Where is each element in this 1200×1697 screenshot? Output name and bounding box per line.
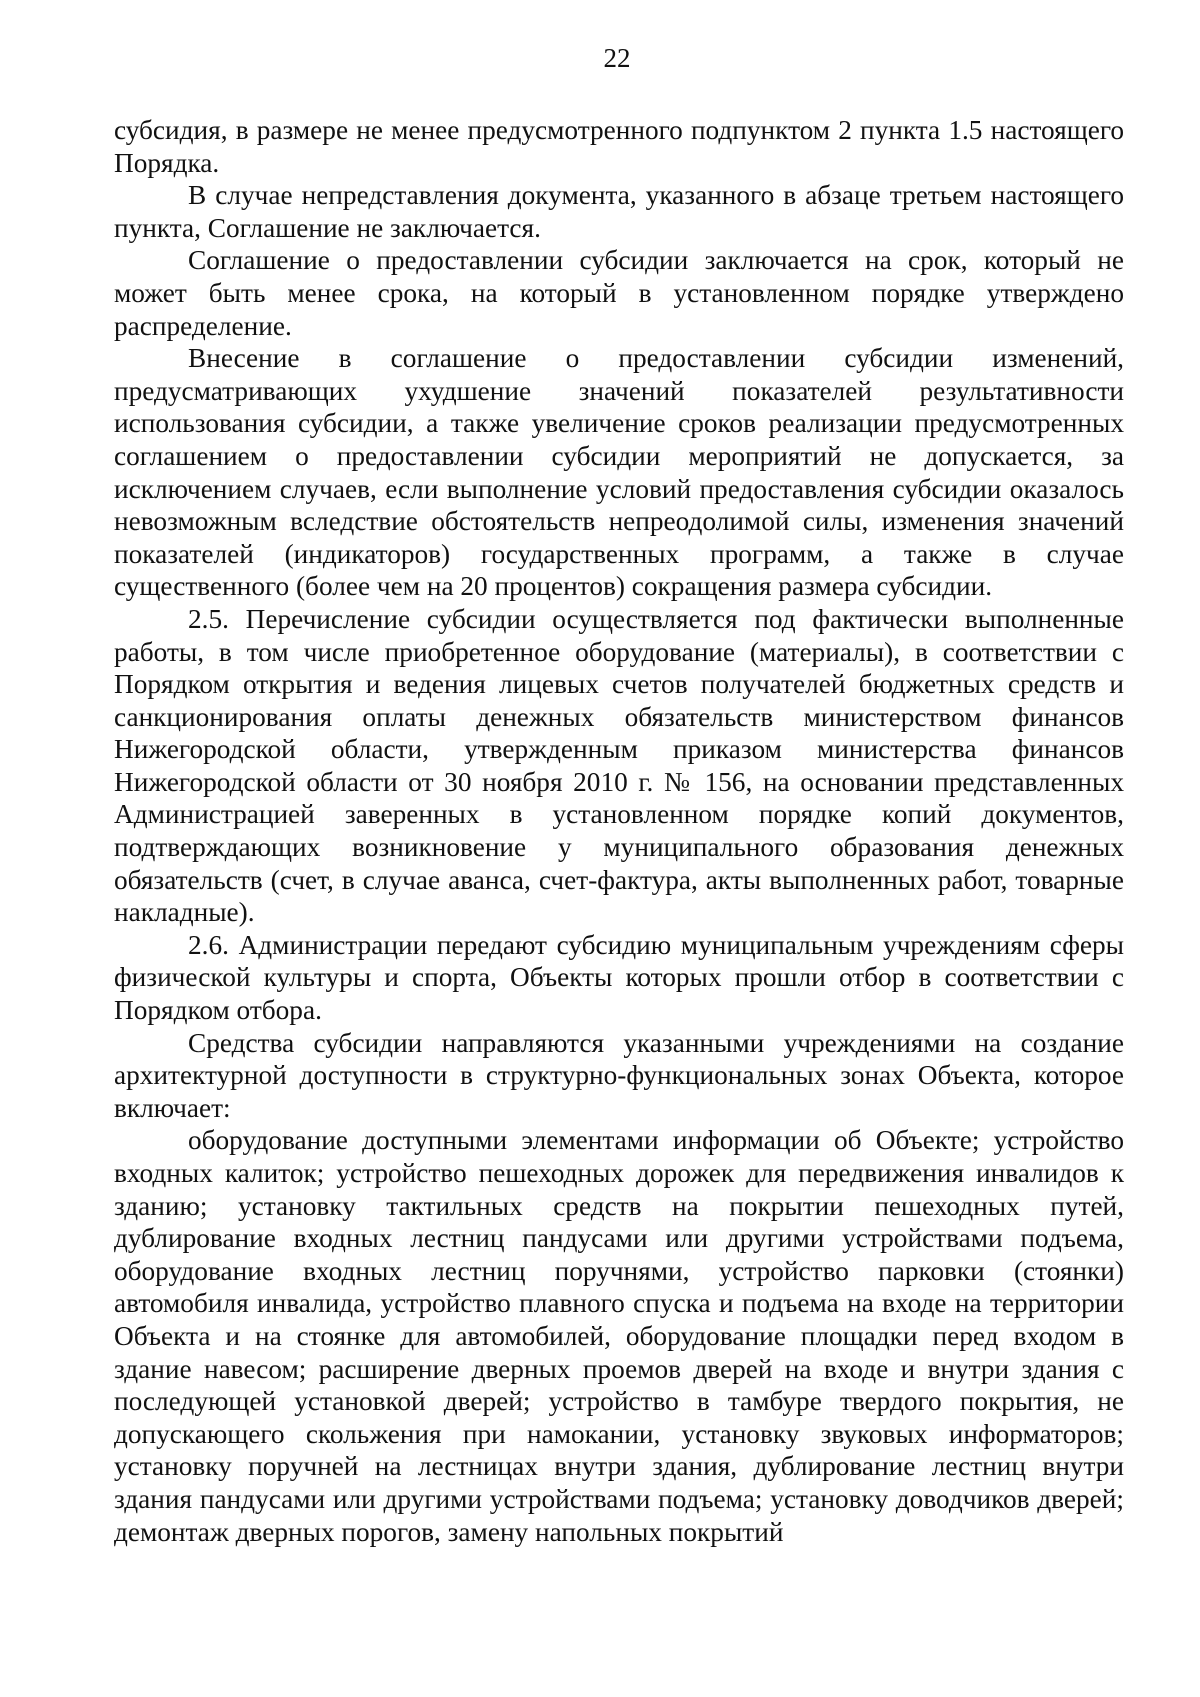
paragraph-2-6-administration: 2.6. Администрации передают субсидию муниципальным учреждениям сферы физической культуры и спорта, Объекты которых прошли отбор в соответствии с Порядком отбора. — [114, 929, 1124, 1026]
paragraph-funds-direction: Средства субсидии направляются указанными учреждениями на создание архитектурной доступности в структурно-функциональных зонах Объекта, которое включает: — [114, 1027, 1124, 1123]
document-body — [114, 114, 1124, 1548]
paragraph-equipment-list: оборудование доступными элементами информации об Объекте; устройство входных калиток; устройство пешеходных дорожек для передвижения инвалидов к зданию; установку тактильных средств на покрытии пешеходных путей, дублирование входных лестниц пандусами или другими устройствами подъема, оборудование входных лестниц поручнями, устройство парковки (стоянки) автомобиля инвалида, устройство плавного спуска и подъема на входе на территории Объекта и на стоянке для автомобилей, оборудование площадки перед входом в здание навесом; расширение дверных проемов дверей на входе и внутри здания с последующей установкой дверей; устройство в тамбуре твердого покрытия, не допускающего скольжения при намокании, установку звуковых информаторов; установку поручней на лестницах внутри здания, дублирование лестниц внутри здания пандусами или другими устройствами подъема; установку доводчиков дверей; демонтаж дверных порогов, замену напольных покрытий — [114, 1125, 1124, 1547]
page-number: 22 — [603, 43, 631, 73]
paragraph-2-5-transfer: 2.5. Перечисление субсидии осуществляется под фактически выполненные работы, в том числе приобретенное оборудование (материалы), в соответствии с Порядком открытия и ведения лицевых счетов получателей бюджетных средств и санкционирования оплаты денежных обязательств министерством финансов Нижегородской области, утвержденным приказом министерства финансов Нижегородской области от 30 ноября 2010 г. № 156, на основании представленных Администрацией заверенных в установленном порядке копий документов, подтверждающих возникновение у муниципального образования денежных обязательств (счет, в случае аванса, счет-фактура, акты выполненных работ, товарные накладные). — [114, 603, 1124, 928]
paragraph-subsidy-amount: субсидия, в размере не менее предусмотренного подпунктом 2 пункта 1.5 настоящего Порядка. — [114, 115, 1124, 178]
paragraph-agreement-changes: Внесение в соглашение о предоставлении субсидии изменений, предусматривающих ухудшение значений показателей результативности использования субсидии, а также увеличение сроков реализации предусмотренных соглашением о предоставлении субсидии мероприятий не допускается, за исключением случаев, если выполнение условий предоставления субсидии оказалось невозможным вследствие обстоятельств непреодолимой силы, изменения значений показателей (индикаторов) государственных программ, а также в случае существенного (более чем на 20 процентов) сокращения размера субсидии. — [114, 343, 1124, 602]
paragraph-no-document: В случае непредставления документа, указанного в абзаце третьем настоящего пункта, Соглашение не заключается. — [114, 180, 1124, 243]
paragraph-agreement-term: Соглашение о предоставлении субсидии заключается на срок, который не может быть менее срока, на который в установленном порядке утверждено распределение. — [114, 245, 1124, 341]
